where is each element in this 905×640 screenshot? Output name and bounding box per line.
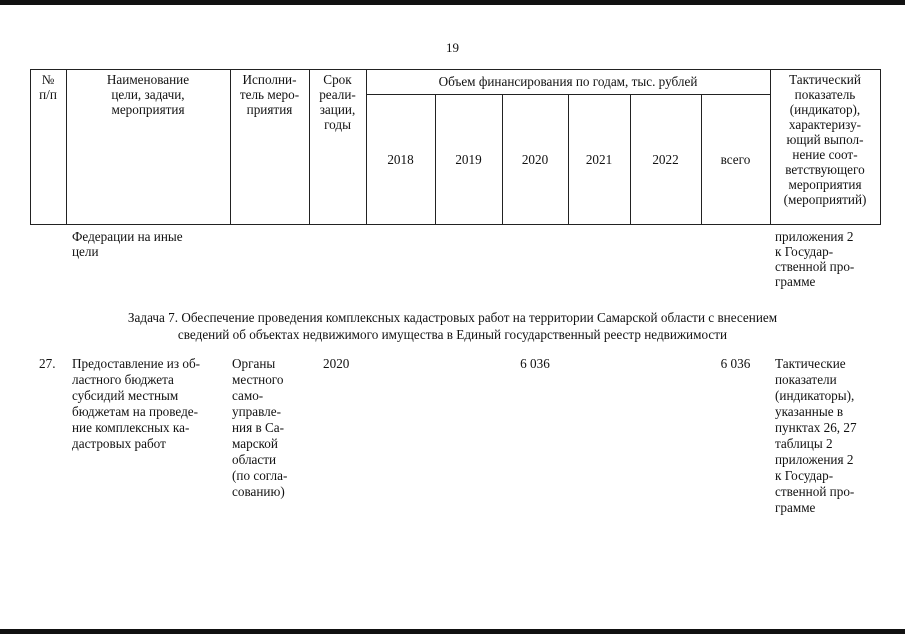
year-2020: 2020 — [521, 152, 549, 167]
year-2018: 2018 — [387, 152, 414, 167]
row-27-num: 27. — [39, 356, 56, 371]
year-2019: 2019 — [455, 152, 482, 167]
year-total: всего — [720, 152, 751, 167]
row-27-total: 6 036 — [720, 356, 751, 371]
row-27-term: 2020 — [323, 356, 350, 371]
top-border — [0, 0, 905, 5]
header-financing-title: Объем финансирования по годам, тыс. рублей — [438, 74, 698, 89]
page-number: 19 — [446, 40, 459, 55]
bottom-border — [0, 629, 905, 634]
year-2022: 2022 — [652, 152, 679, 167]
row-27-amount-2020: 6 036 — [520, 356, 550, 371]
year-2021: 2021 — [585, 152, 613, 167]
